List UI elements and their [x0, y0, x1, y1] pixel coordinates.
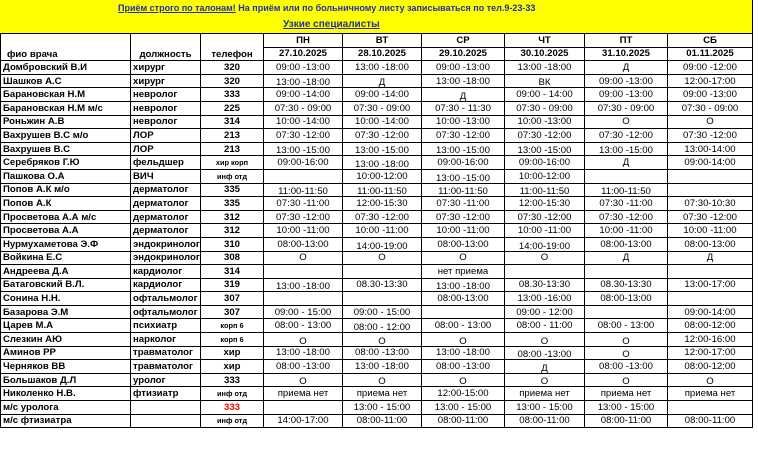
schedule-cell [343, 292, 422, 306]
table-row [1, 333, 753, 347]
schedule-cell: 10:00 -11:00 [505, 224, 585, 238]
schedule-cell: 09:00 - 15:00 [343, 305, 422, 319]
notice-banner [0, 0, 753, 33]
doctor-phone: 335 [201, 197, 264, 211]
header-fio: фио врача [1, 34, 131, 61]
schedule-cell: 07:30 -12:00 [668, 129, 753, 143]
table-row [1, 115, 753, 129]
doctor-phone: корп 6 [201, 333, 264, 347]
doctor-phone: инф отд [201, 169, 264, 183]
schedule-cell: 10:00 -11:00 [343, 224, 422, 238]
doctor-phone: 213 [201, 129, 264, 143]
schedule-cell: 07:30 -12:00 [505, 129, 585, 143]
doctor-position: ВИЧ [131, 169, 201, 183]
doctor-position: хирург [131, 74, 201, 88]
schedule-cell: 08:00 -13:00 [585, 360, 668, 374]
schedule-cell: 08.30-13:30 [585, 278, 668, 292]
header-date: 29.10.2025 [422, 47, 505, 61]
doctor-name: Базарова Э.М [1, 305, 131, 319]
schedule-cell: 10:00 -13:00 [505, 115, 585, 129]
doctor-position: эндокринолог [131, 251, 201, 265]
schedule-cell: 07:30 - 11:30 [422, 101, 505, 115]
schedule-cell: 13:00 -15:00 [422, 169, 505, 183]
table-row [1, 414, 753, 428]
schedule-cell: приема нет [343, 387, 422, 401]
schedule-cell: О [264, 333, 343, 347]
schedule-cell [585, 265, 668, 279]
schedule-cell: 10:00 -13:00 [422, 115, 505, 129]
schedule-cell: 12:00-17:00 [668, 346, 753, 360]
schedule-cell: 13:00-17:00 [668, 278, 753, 292]
schedule-cell: 10:00 -11:00 [585, 224, 668, 238]
schedule-cell [505, 265, 585, 279]
doctor-name: Вахрушев В.С [1, 142, 131, 156]
schedule-cell: 10:00 -11:00 [668, 224, 753, 238]
doctor-phone: 320 [201, 74, 264, 88]
schedule-cell: 11:00-11:50 [264, 183, 343, 197]
schedule-cell [668, 183, 753, 197]
schedule-cell: 13:00 -18:00 [343, 360, 422, 374]
schedule-cell: приема нет [505, 387, 585, 401]
doctor-name: Домбровский В.И [1, 61, 131, 75]
doctor-phone: 312 [201, 210, 264, 224]
doctor-position: невролог [131, 101, 201, 115]
schedule-cell: 07:30 -11:00 [585, 197, 668, 211]
doctor-name: м/с уролога [1, 401, 131, 415]
schedule-cell: 14:00-19:00 [343, 237, 422, 251]
schedule-cell: 13:00-14:00 [668, 142, 753, 156]
schedule-cell: 08:00 - 13:00 [585, 319, 668, 333]
schedule-cell: 12:00-17:00 [668, 74, 753, 88]
schedule-cell [585, 305, 668, 319]
header-position: должность [131, 34, 201, 61]
schedule-cell: 13:00 -18:00 [422, 278, 505, 292]
schedule-cell: 11:00-11:50 [505, 183, 585, 197]
doctor-phone: инф отд [201, 414, 264, 428]
doctor-phone: корп 6 [201, 319, 264, 333]
doctor-name: Батаговский В.Л. [1, 278, 131, 292]
doctor-name: Слезкин АЮ [1, 333, 131, 347]
schedule-cell: 13:00 -18:00 [343, 156, 422, 170]
schedule-cell: 13:00 -18:00 [505, 61, 585, 75]
doctor-phone: 310 [201, 237, 264, 251]
schedule-cell: 08:00-12:00 [668, 319, 753, 333]
schedule-cell: 13:00 -15:00 [585, 142, 668, 156]
doctor-name: Просветова А.А [1, 224, 131, 238]
schedule-cell: 11:00-11:50 [343, 183, 422, 197]
schedule-cell: 14:00-19:00 [505, 237, 585, 251]
doctor-phone: хир [201, 346, 264, 360]
doctor-position: хирург [131, 61, 201, 75]
schedule-cell: 07:30 -12:00 [585, 210, 668, 224]
schedule-cell: 08:00-12:00 [668, 360, 753, 374]
doctor-phone: 320 [201, 61, 264, 75]
doctor-position: кардиолог [131, 278, 201, 292]
schedule-cell: приема нет [264, 387, 343, 401]
doctor-phone: инф отд [201, 387, 264, 401]
schedule-cell: 13:00 -18:00 [264, 74, 343, 88]
header-date: 28.10.2025 [343, 47, 422, 61]
schedule-cell: 09:00-16:00 [505, 156, 585, 170]
schedule-cell: 12:00-15:00 [422, 387, 505, 401]
schedule-cell: 09:00 -13:00 [422, 61, 505, 75]
table-row [1, 251, 753, 265]
schedule-cell: О [585, 373, 668, 387]
table-row [1, 224, 753, 238]
schedule-cell: О [668, 373, 753, 387]
notice-strict: Приём строго по талонам! [118, 3, 236, 13]
table-row [1, 129, 753, 143]
doctor-name: м/с фтизиатра [1, 414, 131, 428]
schedule-cell: 08:00-13:00 [422, 292, 505, 306]
doctor-position [131, 401, 201, 415]
table-row [1, 401, 753, 415]
schedule-cell: 08:00-13:00 [668, 237, 753, 251]
schedule-cell: 08:00 -13:00 [422, 360, 505, 374]
schedule-cell: 09:00-16:00 [264, 156, 343, 170]
schedule-cell: О [343, 251, 422, 265]
schedule-cell: 07:30 - 09:00 [505, 101, 585, 115]
notice-phone-info: На приём или по больничному листу записываться по тел.9-23-33 [235, 3, 536, 13]
schedule-cell: 07:30 - 09:00 [264, 101, 343, 115]
schedule-cell [264, 292, 343, 306]
schedule-cell: 13:00 -18:00 [422, 346, 505, 360]
table-row [1, 305, 753, 319]
schedule-cell: 10:00 -11:00 [422, 224, 505, 238]
schedule-cell: ВК [505, 74, 585, 88]
schedule-cell [668, 169, 753, 183]
table-row [1, 142, 753, 156]
schedule-cell: О [585, 115, 668, 129]
schedule-cell: приема нет [668, 387, 753, 401]
doctor-position: кардиолог [131, 265, 201, 279]
schedule-cell: приема нет [585, 387, 668, 401]
schedule-cell: О [343, 333, 422, 347]
doctor-phone: 308 [201, 251, 264, 265]
doctor-position: невролог [131, 115, 201, 129]
schedule-cell: 09:00 -13:00 [668, 88, 753, 102]
header-day: ЧТ [505, 34, 585, 48]
schedule-cell: 07:30 -11:00 [264, 197, 343, 211]
schedule-cell [668, 265, 753, 279]
schedule-cell: Д [585, 61, 668, 75]
schedule-cell: 13:00 -15:00 [422, 142, 505, 156]
table-row [1, 319, 753, 333]
schedule-cell: Д [668, 251, 753, 265]
schedule-cell: 10:00-12:00 [343, 169, 422, 183]
table-row [1, 74, 753, 88]
schedule-cell: 08.30-13:30 [505, 278, 585, 292]
schedule-cell: О [264, 251, 343, 265]
doctor-phone: хир [201, 360, 264, 374]
schedule-cell: 08:00-13:00 [585, 237, 668, 251]
header-day: ПТ [585, 34, 668, 48]
doctor-position [131, 414, 201, 428]
header-date: 01.11.2025 [668, 47, 753, 61]
table-row [1, 61, 753, 75]
schedule-cell: 08:00 - 11:00 [505, 319, 585, 333]
doctor-position: травматолог [131, 360, 201, 374]
doctor-phone: 314 [201, 115, 264, 129]
schedule-cell: 08:00-13:00 [585, 292, 668, 306]
schedule-cell: 07:30 -12:00 [343, 129, 422, 143]
schedule-cell: 13:00 -15:00 [343, 142, 422, 156]
schedule-cell: 07:30 -12:00 [585, 129, 668, 143]
schedule-cell: 11:00-11:50 [422, 183, 505, 197]
doctor-name: Просветова А.А м/с [1, 210, 131, 224]
doctor-name: Барановская Н.М [1, 88, 131, 102]
header-phone: телефон [201, 34, 264, 61]
schedule-cell: 08:00-11:00 [505, 414, 585, 428]
schedule-cell: 08:00-11:00 [585, 414, 668, 428]
doctor-position: психиатр [131, 319, 201, 333]
table-row [1, 265, 753, 279]
doctor-phone: хир корп [201, 156, 264, 170]
table-row [1, 183, 753, 197]
schedule-cell: О [343, 373, 422, 387]
doctor-name: Роньжин А.В [1, 115, 131, 129]
doctor-name: Николенко Н.В. [1, 387, 131, 401]
doctor-name: Сонина Н.Н. [1, 292, 131, 306]
header-day: СБ [668, 34, 753, 48]
table-row [1, 237, 753, 251]
doctor-position: дерматолог [131, 183, 201, 197]
doctor-name: Царев М.А [1, 319, 131, 333]
doctor-name: Аминов РР [1, 346, 131, 360]
header-date: 31.10.2025 [585, 47, 668, 61]
schedule-cell: 07:30 -12:00 [422, 210, 505, 224]
schedule-cell: 13:00 - 15:00 [343, 401, 422, 415]
schedule-cell: 09:00 -13:00 [264, 61, 343, 75]
doctor-position: травматолог [131, 346, 201, 360]
doctor-phone: 213 [201, 142, 264, 156]
schedule-cell [264, 169, 343, 183]
schedule-cell: О [668, 115, 753, 129]
doctor-phone: 225 [201, 101, 264, 115]
doctor-phone: 307 [201, 292, 264, 306]
schedule-cell: 07:30 -12:00 [422, 129, 505, 143]
schedule-cell: 12:00-15:30 [343, 197, 422, 211]
schedule-cell: 08:00 - 13:00 [264, 319, 343, 333]
schedule-cell: 09:00 -13:00 [585, 88, 668, 102]
schedule-cell: 07:30 -12:00 [668, 210, 753, 224]
schedule-cell: 07:30 - 09:00 [668, 101, 753, 115]
doctor-name: Барановская Н.М м/с [1, 101, 131, 115]
doctor-name: Войкина Е.С [1, 251, 131, 265]
doctor-position: ЛОР [131, 142, 201, 156]
header-date: 30.10.2025 [505, 47, 585, 61]
doctor-position: фельдшер [131, 156, 201, 170]
schedule-cell: 07:30 - 09:00 [343, 101, 422, 115]
schedule-cell: О [505, 251, 585, 265]
schedule-cell: 09:00-16:00 [422, 156, 505, 170]
schedule-cell: 13:00 - 15:00 [585, 401, 668, 415]
schedule-cell: 13:00 -18:00 [264, 278, 343, 292]
schedule-cell: 08:00 - 13:00 [422, 319, 505, 333]
schedule-cell: 13:00 -15:00 [505, 142, 585, 156]
schedule-cell: О [264, 373, 343, 387]
schedule-cell: О [585, 333, 668, 347]
doctor-position: уролог [131, 373, 201, 387]
schedule-cell [264, 265, 343, 279]
schedule-cell [422, 305, 505, 319]
schedule-cell: 13:00 -18:00 [264, 346, 343, 360]
schedule-cell: Д [585, 251, 668, 265]
schedule-cell: 09:00 - 14:00 [505, 88, 585, 102]
schedule-cell: 13:00 -18:00 [343, 61, 422, 75]
schedule-cell: О [505, 333, 585, 347]
schedule-cell: 13:00 - 15:00 [505, 401, 585, 415]
schedule-cell: 07:30 -11:00 [422, 197, 505, 211]
schedule-cell: 10:00 -11:00 [264, 224, 343, 238]
table-row [1, 278, 753, 292]
schedule-cell: 08:00-11:00 [343, 414, 422, 428]
doctor-phone: 333 [201, 373, 264, 387]
schedule-cell: 08:00 - 12:00 [343, 319, 422, 333]
schedule-cell: 13:00 - 15:00 [422, 401, 505, 415]
header-day: ВТ [343, 34, 422, 48]
table-row [1, 292, 753, 306]
doctor-name: Попов А.К м/о [1, 183, 131, 197]
schedule-table [0, 33, 753, 428]
table-row [1, 387, 753, 401]
schedule-cell: 13:00 -16:00 [505, 292, 585, 306]
schedule-cell: 13:00 -18:00 [422, 74, 505, 88]
schedule-cell: 08:00 -13:00 [264, 360, 343, 374]
doctor-phone: 312 [201, 224, 264, 238]
doctor-position: ЛОР [131, 129, 201, 143]
doctor-phone: 333 [201, 401, 264, 415]
schedule-cell: 07:30 -12:00 [343, 210, 422, 224]
schedule-cell: О [422, 251, 505, 265]
schedule-cell: 08:00-13:00 [422, 237, 505, 251]
doctor-name: Шашков А.С [1, 74, 131, 88]
schedule-cell: 14:00-17:00 [264, 414, 343, 428]
table-row [1, 156, 753, 170]
schedule-cell: 07:30 -12:00 [505, 210, 585, 224]
schedule-cell: О [585, 346, 668, 360]
schedule-cell: 10:00 -14:00 [264, 115, 343, 129]
schedule-cell: 09:00 - 15:00 [264, 305, 343, 319]
schedule-cell: 07:30 -12:00 [264, 129, 343, 143]
table-row [1, 88, 753, 102]
doctor-position: нарколог [131, 333, 201, 347]
schedule-cell: О [505, 373, 585, 387]
schedule-cell: 08:00-11:00 [422, 414, 505, 428]
schedule-cell: 10:00 -14:00 [343, 115, 422, 129]
schedule-cell: 08:00 -13:00 [343, 346, 422, 360]
schedule-cell: 08:00-13:00 [264, 237, 343, 251]
doctor-phone: 333 [201, 88, 264, 102]
doctor-name: Вахрушев В.С м/о [1, 129, 131, 143]
schedule-cell: Д [505, 360, 585, 374]
doctor-phone: 307 [201, 305, 264, 319]
schedule-cell: О [422, 333, 505, 347]
table-row [1, 346, 753, 360]
schedule-cell: 08:00-11:00 [668, 414, 753, 428]
doctor-phone: 319 [201, 278, 264, 292]
doctor-phone: 314 [201, 265, 264, 279]
schedule-cell: 07:30-10:30 [668, 197, 753, 211]
schedule-body [1, 34, 753, 428]
schedule-cell: Д [585, 156, 668, 170]
schedule-cell: О [422, 373, 505, 387]
schedule-cell [264, 401, 343, 415]
doctor-position: фтизиатр [131, 387, 201, 401]
schedule-cell: нет приема [422, 265, 505, 279]
doctor-position: невролог [131, 88, 201, 102]
doctor-position: офтальмолог [131, 292, 201, 306]
table-row [1, 101, 753, 115]
schedule-cell: 08.30-13:30 [343, 278, 422, 292]
doctor-phone: 335 [201, 183, 264, 197]
table-row [1, 373, 753, 387]
header-row-days [1, 34, 753, 48]
schedule-cell [585, 169, 668, 183]
schedule-cell: 11:00-11:50 [585, 183, 668, 197]
schedule-cell [668, 292, 753, 306]
doctor-name: Андреева Д.А [1, 265, 131, 279]
table-row [1, 210, 753, 224]
schedule-cell [343, 265, 422, 279]
schedule-cell: 07:30 - 09:00 [585, 101, 668, 115]
header-date: 27.10.2025 [264, 47, 343, 61]
doctor-name: Попов А.К [1, 197, 131, 211]
schedule-cell: 09:00 -14:00 [343, 88, 422, 102]
doctor-name: Серебряков Г.Ю [1, 156, 131, 170]
schedule-cell: Д [343, 74, 422, 88]
table-row [1, 360, 753, 374]
schedule-cell: 12:00-15:30 [505, 197, 585, 211]
schedule-cell: 09:00 -12:00 [668, 61, 753, 75]
schedule-cell: 09:00-14:00 [668, 156, 753, 170]
doctor-position: дерматолог [131, 224, 201, 238]
doctor-position: офтальмолог [131, 305, 201, 319]
schedule-cell: Д [422, 88, 505, 102]
schedule-cell: 09:00 -14:00 [264, 88, 343, 102]
schedule-cell [668, 401, 753, 415]
schedule-cell: 09:00 - 12:00 [505, 305, 585, 319]
doctor-name: Большаков Д.Л [1, 373, 131, 387]
header-day: ПН [264, 34, 343, 48]
schedule-cell: 09:00-14:00 [668, 305, 753, 319]
header-day: СР [422, 34, 505, 48]
doctor-position: дерматолог [131, 197, 201, 211]
schedule-cell: 09:00 -13:00 [585, 74, 668, 88]
schedule-cell: 10:00-12:00 [505, 169, 585, 183]
table-row [1, 169, 753, 183]
notice-text [118, 3, 535, 13]
schedule-cell: 13:00 -15:00 [264, 142, 343, 156]
schedule-cell: 08:00 -13:00 [505, 346, 585, 360]
schedule-cell: 07:30 -12:00 [264, 210, 343, 224]
table-row [1, 197, 753, 211]
doctor-position: дерматолог [131, 210, 201, 224]
schedule-cell: 12:00-16:00 [668, 333, 753, 347]
doctor-name: Черняков ВВ [1, 360, 131, 374]
section-subtitle: Узкие специалисты [283, 19, 380, 30]
doctor-position: эндокринолог [131, 237, 201, 251]
doctor-name: Нурмухаметова Э.Ф [1, 237, 131, 251]
doctor-name: Пашкова О.А [1, 169, 131, 183]
